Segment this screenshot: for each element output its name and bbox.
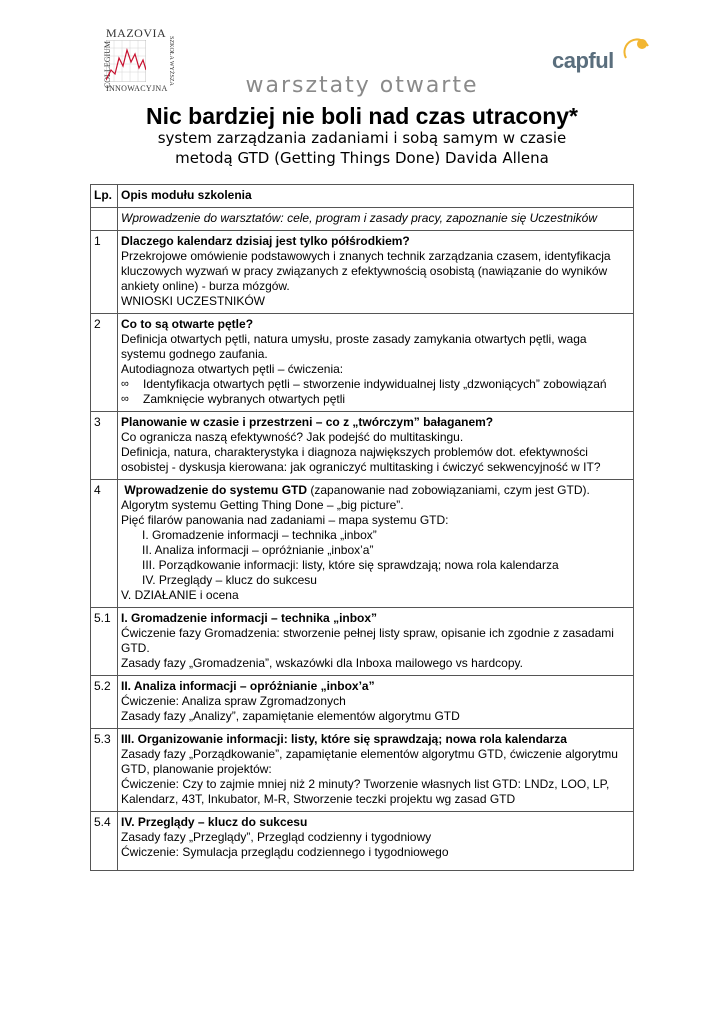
row-lp: 3 — [91, 412, 118, 480]
row-paragraph: Pięć filarów panowania nad zadaniami – mapa systemu GTD: — [121, 513, 449, 527]
row-paragraph: Zasady fazy „Porządkowanie”, zapamiętanie elementów algorytmu GTD, ćwiczenie algorytmu GTD, planowanie projektów: — [121, 747, 618, 776]
table-row-intro — [91, 208, 634, 231]
bullet-item — [121, 392, 630, 407]
row-lp: 1 — [91, 231, 118, 314]
subtitle-line-2: metodą GTD (Getting Things Done) Davida Allena — [175, 149, 549, 167]
row-paragraph: Algorytm systemu Getting Thing Done – „big picture”. — [121, 498, 404, 512]
row-intro-lp — [91, 208, 118, 231]
bullet-text: Zamknięcie wybranych otwartych pętli — [143, 392, 346, 406]
table-row-1 — [91, 231, 634, 314]
logo-word-innowacyjna: INNOWACYJNA — [106, 84, 168, 93]
row-lp: 2 — [91, 314, 118, 412]
table-row-5-4 — [91, 812, 634, 871]
page-title: Nic bardziej nie boli nad czas utracony* — [145, 103, 578, 129]
pillar-item: II. Analiza informacji – opróżnianie „inbox’a” — [142, 543, 374, 557]
table-row-3 — [91, 412, 634, 480]
row-intro-text: Wprowadzenie do warsztatów: cele, program i zasady pracy, zapoznanie się Uczestników — [118, 208, 634, 231]
capful-wordmark: capful — [552, 48, 614, 73]
table-row-5-2 — [91, 676, 634, 729]
row-lp: 4 — [91, 480, 118, 608]
pillar-item: V. DZIAŁANIE i ocena — [121, 588, 239, 602]
row-lp: 5.4 — [91, 812, 118, 871]
row-paragraph: Ćwiczenie fazy Gromadzenia: stworzenie pełnej listy spraw, opisanie ich zgodnie z zasadami GTD. — [121, 626, 614, 655]
row-content — [118, 231, 634, 314]
row-title: III. Organizowanie informacji: listy, które się sprawdzają; nowa rola kalendarza — [121, 732, 567, 746]
row-paragraph: WNIOSKI UCZESTNIKÓW — [121, 294, 265, 308]
logo-word-mazovia: MAZOVIA — [106, 26, 167, 40]
row-title-line — [121, 483, 630, 498]
table-header-row — [91, 185, 634, 208]
row-title: IV. Przeglądy – klucz do sukcesu — [121, 815, 308, 829]
col-lp-header: Lp. — [91, 185, 118, 208]
row-paragraph: Definicja, natura, charakterystyka i diagnoza największych problemów dot. efektywności osobistej - dyskusja kierowana: jak ograniczyć multitasking i ćwiczyć sekwencyjność w IT? — [121, 445, 601, 474]
pillar-item: IV. Przeglądy – klucz do sukcesu — [142, 573, 317, 587]
row-paragraph: Co ogranicza naszą efektywność? Jak podejść do multitaskingu. — [121, 430, 464, 444]
row-title: I. Gromadzenie informacji – technika „inbox” — [121, 611, 378, 625]
row-paragraph: Ćwiczenie: Analiza spraw Zgromadzonych — [121, 694, 346, 708]
row-title-rest: (zapanowanie nad zobowiązaniami, czym jest GTD). — [307, 483, 590, 497]
bullet-item — [121, 377, 630, 392]
row-content — [118, 314, 634, 412]
row-title: Wprowadzenie do systemu GTD — [124, 483, 308, 497]
row-content — [118, 812, 634, 871]
row-content — [118, 480, 634, 608]
row-paragraph: Ćwiczenie: Symulacja przeglądu codziennego i tygodniowego — [121, 845, 449, 859]
row-paragraph: Zasady fazy „Gromadzenia”, wskazówki dla Inboxa mailowego vs hardcopy. — [121, 656, 523, 670]
modules-table — [90, 184, 634, 871]
row-lp: 5.1 — [91, 608, 118, 676]
row-paragraph: Przekrojowe omówienie podstawowych i znanych technik zarządzania czasem, identyfikacja kluczowych wyzwań w pracy związanych z efektywnością osobistą (nawiązanie do wyników ankiety online) - burza mózgów. — [121, 249, 611, 293]
workshop-kicker: warsztaty otwarte — [245, 73, 479, 98]
pillar-item: III. Porządkowanie informacji: listy, które się sprawdzają; nowa rola kalendarza — [142, 558, 559, 572]
row-title: Dlaczego kalendarz dzisiaj jest tylko półśrodkiem? — [121, 234, 410, 248]
row-content — [118, 729, 634, 812]
infinity-bullet-icon: ∞ — [121, 393, 129, 405]
table-row-4 — [91, 480, 634, 608]
bullet-text: Identyfikacja otwartych pętli – stworzenie indywidualnej listy „dzwoniących” zobowiązań — [143, 377, 607, 391]
capful-sun-icon — [622, 38, 650, 60]
row-lp: 5.3 — [91, 729, 118, 812]
row-paragraph: Ćwiczenie: Czy to zajmie mniej niż 2 minuty? Tworzenie własnych list GTD: LNDz, LOO, LP, Kalendarz, 43T, Inkubator, M-R, Stworzenie teczki projektu wg zasad GTD — [121, 777, 610, 806]
row-content — [118, 412, 634, 480]
row-content — [118, 608, 634, 676]
logo-word-collegium: COLLEGIUM — [103, 40, 113, 89]
row-paragraph: Definicja otwartych pętli, natura umysłu, proste zasady zamykania otwartych pętli, waga systemu godnego zaufania. — [121, 332, 587, 361]
row-title: II. Analiza informacji – opróżnianie „inbox’a” — [121, 679, 375, 693]
row-title: Planowanie w czasie i przestrzeni – co z „twórczym” bałaganem? — [121, 415, 494, 429]
subtitle-line-1: system zarządzania zadaniami i sobą samym w czasie — [157, 129, 567, 147]
row-title: Co to są otwarte pętle? — [121, 317, 254, 331]
row-content — [118, 676, 634, 729]
row-paragraph: Zasady fazy „Analizy”, zapamiętanie elementów algorytmu GTD — [121, 709, 460, 723]
col-desc-header: Opis modułu szkolenia — [118, 185, 634, 208]
pillar-item: I. Gromadzenie informacji – technika „inbox” — [142, 528, 377, 542]
infinity-bullet-icon: ∞ — [121, 378, 129, 390]
row-paragraph: Autodiagnoza otwartych pętli – ćwiczenia: — [121, 362, 344, 376]
capful-logo — [552, 38, 652, 78]
logo-word-szkola: SZKOŁA WYŻSZA — [167, 36, 174, 86]
table-row-5-3 — [91, 729, 634, 812]
table-row-5-1 — [91, 608, 634, 676]
table-row-2 — [91, 314, 634, 412]
row-paragraph: Zasady fazy „Przeglądy”, Przegląd codzienny i tygodniowy — [121, 830, 432, 844]
row-lp: 5.2 — [91, 676, 118, 729]
